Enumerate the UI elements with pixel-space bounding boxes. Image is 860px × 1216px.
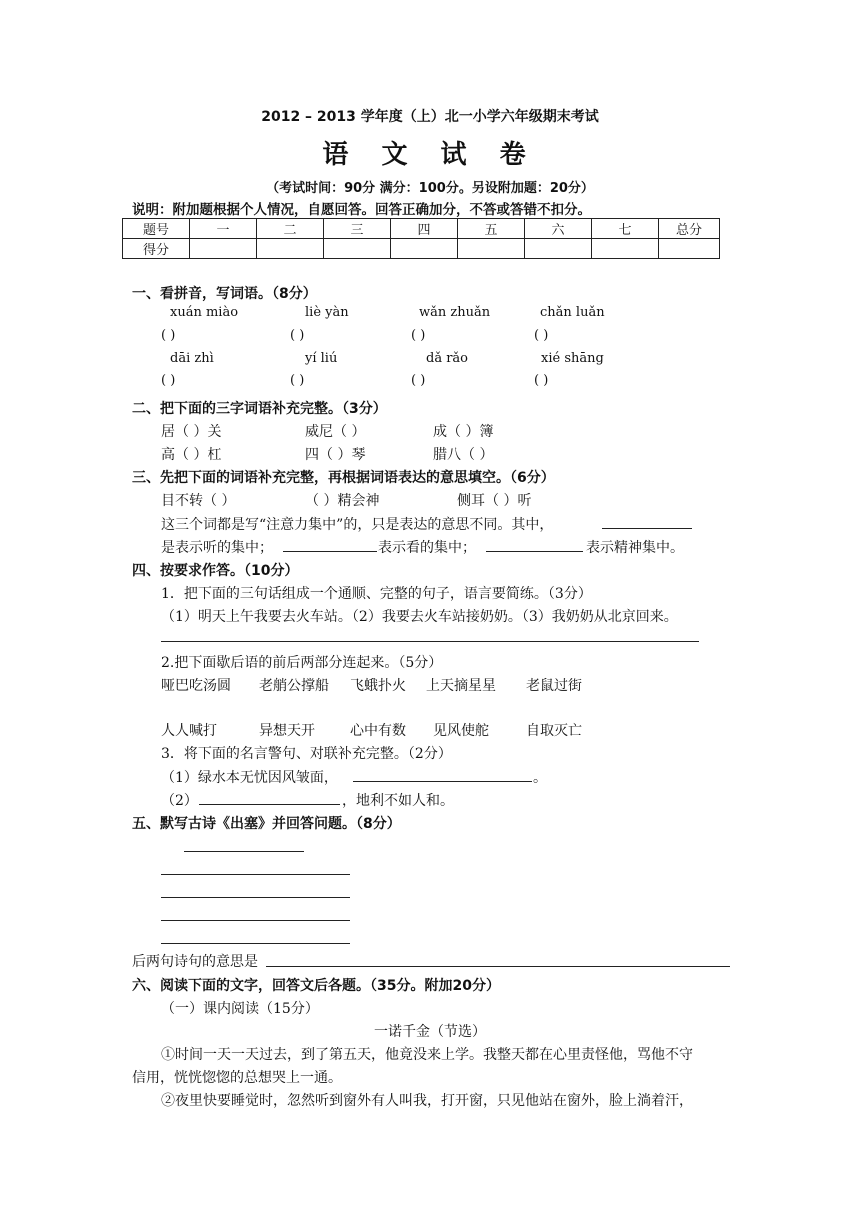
answer-line[interactable] bbox=[353, 781, 532, 782]
table-cell: 五 bbox=[458, 219, 525, 239]
answer-blank[interactable]: ( ) bbox=[411, 328, 426, 343]
poem-line[interactable] bbox=[161, 920, 350, 921]
section3-text: 这三个词都是写“注意力集中”的，只是表达的意思不同。其中， bbox=[161, 517, 554, 533]
passage-text: ①时间一天一天过去，到了第五天，他竟没来上学。我整天都在心里责怪他，骂他不守 bbox=[161, 1047, 693, 1063]
pinyin: xié shāng bbox=[541, 351, 604, 366]
fill-word[interactable]: 侧耳（ ）听 bbox=[457, 493, 532, 509]
exam-info: （考试时间：90分 满分：100分。另设附加题：20分） bbox=[266, 181, 594, 196]
score-table-score-row bbox=[123, 239, 720, 259]
pinyin: dǎ rǎo bbox=[426, 351, 468, 366]
score-cell[interactable] bbox=[592, 239, 659, 259]
section6-heading: 六、阅读下面的文字，回答文后各题。（35分。附加20分） bbox=[132, 978, 500, 994]
table-cell: 一 bbox=[190, 219, 257, 239]
answer-line[interactable] bbox=[486, 551, 583, 552]
answer-blank[interactable]: ( ) bbox=[290, 328, 305, 343]
answer-blank[interactable]: ( ) bbox=[161, 373, 176, 388]
score-cell[interactable] bbox=[324, 239, 391, 259]
answer-blank[interactable]: ( ) bbox=[161, 328, 176, 343]
fill-word[interactable]: 四（ ）琴 bbox=[305, 447, 366, 463]
idiom-front: 老鼠过街 bbox=[526, 678, 582, 694]
fill-word[interactable]: 居（ ）关 bbox=[161, 424, 222, 440]
table-cell: 题号 bbox=[123, 219, 190, 239]
answer-line[interactable] bbox=[199, 804, 340, 805]
exam-title-line: 2012 – 2013 学年度（上）北一小学六年级期末考试 bbox=[261, 109, 599, 125]
section4-heading: 四、按要求作答。（10分） bbox=[132, 563, 299, 579]
answer-blank[interactable]: ( ) bbox=[534, 373, 549, 388]
question-text: 。 bbox=[533, 770, 547, 786]
question-text: （1）明天上午我要去火车站。（2）我要去火车站接奶奶。（3）我奶奶从北京回来。 bbox=[161, 609, 678, 625]
table-cell: 三 bbox=[324, 219, 391, 239]
question-text: （2） bbox=[161, 793, 198, 809]
table-cell: 四 bbox=[391, 219, 458, 239]
table-cell: 七 bbox=[592, 219, 659, 239]
idiom-back: 自取灭亡 bbox=[526, 723, 582, 739]
answer-line[interactable] bbox=[602, 528, 692, 529]
idiom-front: 上天摘星星 bbox=[426, 678, 496, 694]
fill-word[interactable]: 目不转（ ） bbox=[161, 493, 236, 509]
idiom-back: 心中有数 bbox=[350, 723, 406, 739]
section3-text: 表示看的集中； bbox=[378, 540, 476, 556]
pinyin: yí liú bbox=[305, 351, 338, 366]
score-cell[interactable] bbox=[257, 239, 324, 259]
answer-line[interactable] bbox=[283, 551, 377, 552]
passage-text: ②夜里快要睡觉时，忽然听到窗外有人叫我，打开窗，只见他站在窗外，脸上淌着汗， bbox=[161, 1093, 693, 1109]
table-cell: 总分 bbox=[659, 219, 720, 239]
section1-heading: 一、看拼音，写词语。（8分） bbox=[132, 286, 317, 302]
score-cell[interactable] bbox=[525, 239, 592, 259]
idiom-back: 见风使舵 bbox=[433, 723, 489, 739]
score-cell[interactable] bbox=[391, 239, 458, 259]
section3-heading: 三、先把下面的词语补充完整，再根据词语表达的意思填空。（6分） bbox=[132, 470, 555, 486]
idiom-back: 人人喊打 bbox=[161, 723, 217, 739]
score-cell[interactable] bbox=[659, 239, 720, 259]
answer-line[interactable] bbox=[161, 641, 699, 642]
fill-word[interactable]: 高（ ）杠 bbox=[161, 447, 222, 463]
reading-part-label: （一）课内阅读（15分） bbox=[161, 1001, 319, 1017]
score-table-header-row bbox=[123, 219, 720, 239]
answer-blank[interactable]: ( ) bbox=[411, 373, 426, 388]
table-cell: 六 bbox=[525, 219, 592, 239]
section3-text: 表示精神集中。 bbox=[586, 540, 684, 556]
exam-note: 说明：附加题根据个人情况，自愿回答。回答正确加分，不答或答错不扣分。 bbox=[132, 202, 591, 218]
table-cell: 得分 bbox=[123, 239, 190, 259]
poem-line[interactable] bbox=[161, 943, 350, 944]
poem-title-line[interactable] bbox=[184, 851, 304, 852]
idiom-front: 哑巴吃汤圆 bbox=[161, 678, 231, 694]
passage-title: 一诺千金（节选） bbox=[374, 1024, 486, 1040]
question-text: 3．将下面的名言警句、对联补充完整。（2分） bbox=[161, 746, 452, 762]
pinyin: liè yàn bbox=[305, 305, 349, 320]
idiom-back: 异想天开 bbox=[259, 723, 315, 739]
fill-word[interactable]: 腊八（ ） bbox=[433, 447, 494, 463]
question-text: （1）绿水本无忧因风皱面， bbox=[161, 770, 338, 786]
fill-word[interactable]: 成（ ）簿 bbox=[433, 424, 494, 440]
idiom-front: 老艄公撑船 bbox=[259, 678, 329, 694]
pinyin: xuán miào bbox=[170, 305, 239, 320]
question-text: ，地利不如人和。 bbox=[342, 793, 454, 809]
poem-meaning-label: 后两句诗句的意思是 bbox=[132, 954, 258, 970]
idiom-front: 飞蛾扑火 bbox=[350, 678, 406, 694]
answer-blank[interactable]: ( ) bbox=[534, 328, 549, 343]
pinyin: dāi zhì bbox=[170, 351, 214, 366]
question-text: 2.把下面歇后语的前后两部分连起来。（5分） bbox=[161, 655, 443, 671]
score-cell[interactable] bbox=[190, 239, 257, 259]
answer-line[interactable] bbox=[266, 966, 730, 967]
pinyin: wǎn zhuǎn bbox=[419, 305, 491, 320]
section2-heading: 二、把下面的三字词语补充完整。（3分） bbox=[132, 401, 387, 417]
table-cell: 二 bbox=[257, 219, 324, 239]
main-title: 语 文 试 卷 bbox=[322, 140, 538, 170]
question-text: 1．把下面的三句话组成一个通顺、完整的句子，语言要简练。（3分） bbox=[161, 586, 592, 602]
fill-word[interactable]: 威尼（ ） bbox=[305, 424, 366, 440]
poem-line[interactable] bbox=[161, 897, 350, 898]
answer-blank[interactable]: ( ) bbox=[290, 373, 305, 388]
score-table bbox=[122, 218, 720, 259]
section3-text: 是表示听的集中； bbox=[161, 540, 273, 556]
passage-text: 信用，恍恍惚惚的总想哭上一通。 bbox=[132, 1070, 342, 1086]
fill-word[interactable]: （ ）精会神 bbox=[305, 493, 380, 509]
score-cell[interactable] bbox=[458, 239, 525, 259]
section5-heading: 五、默写古诗《出塞》并回答问题。（8分） bbox=[132, 816, 401, 832]
pinyin: chǎn luǎn bbox=[540, 305, 605, 320]
poem-line[interactable] bbox=[161, 874, 350, 875]
